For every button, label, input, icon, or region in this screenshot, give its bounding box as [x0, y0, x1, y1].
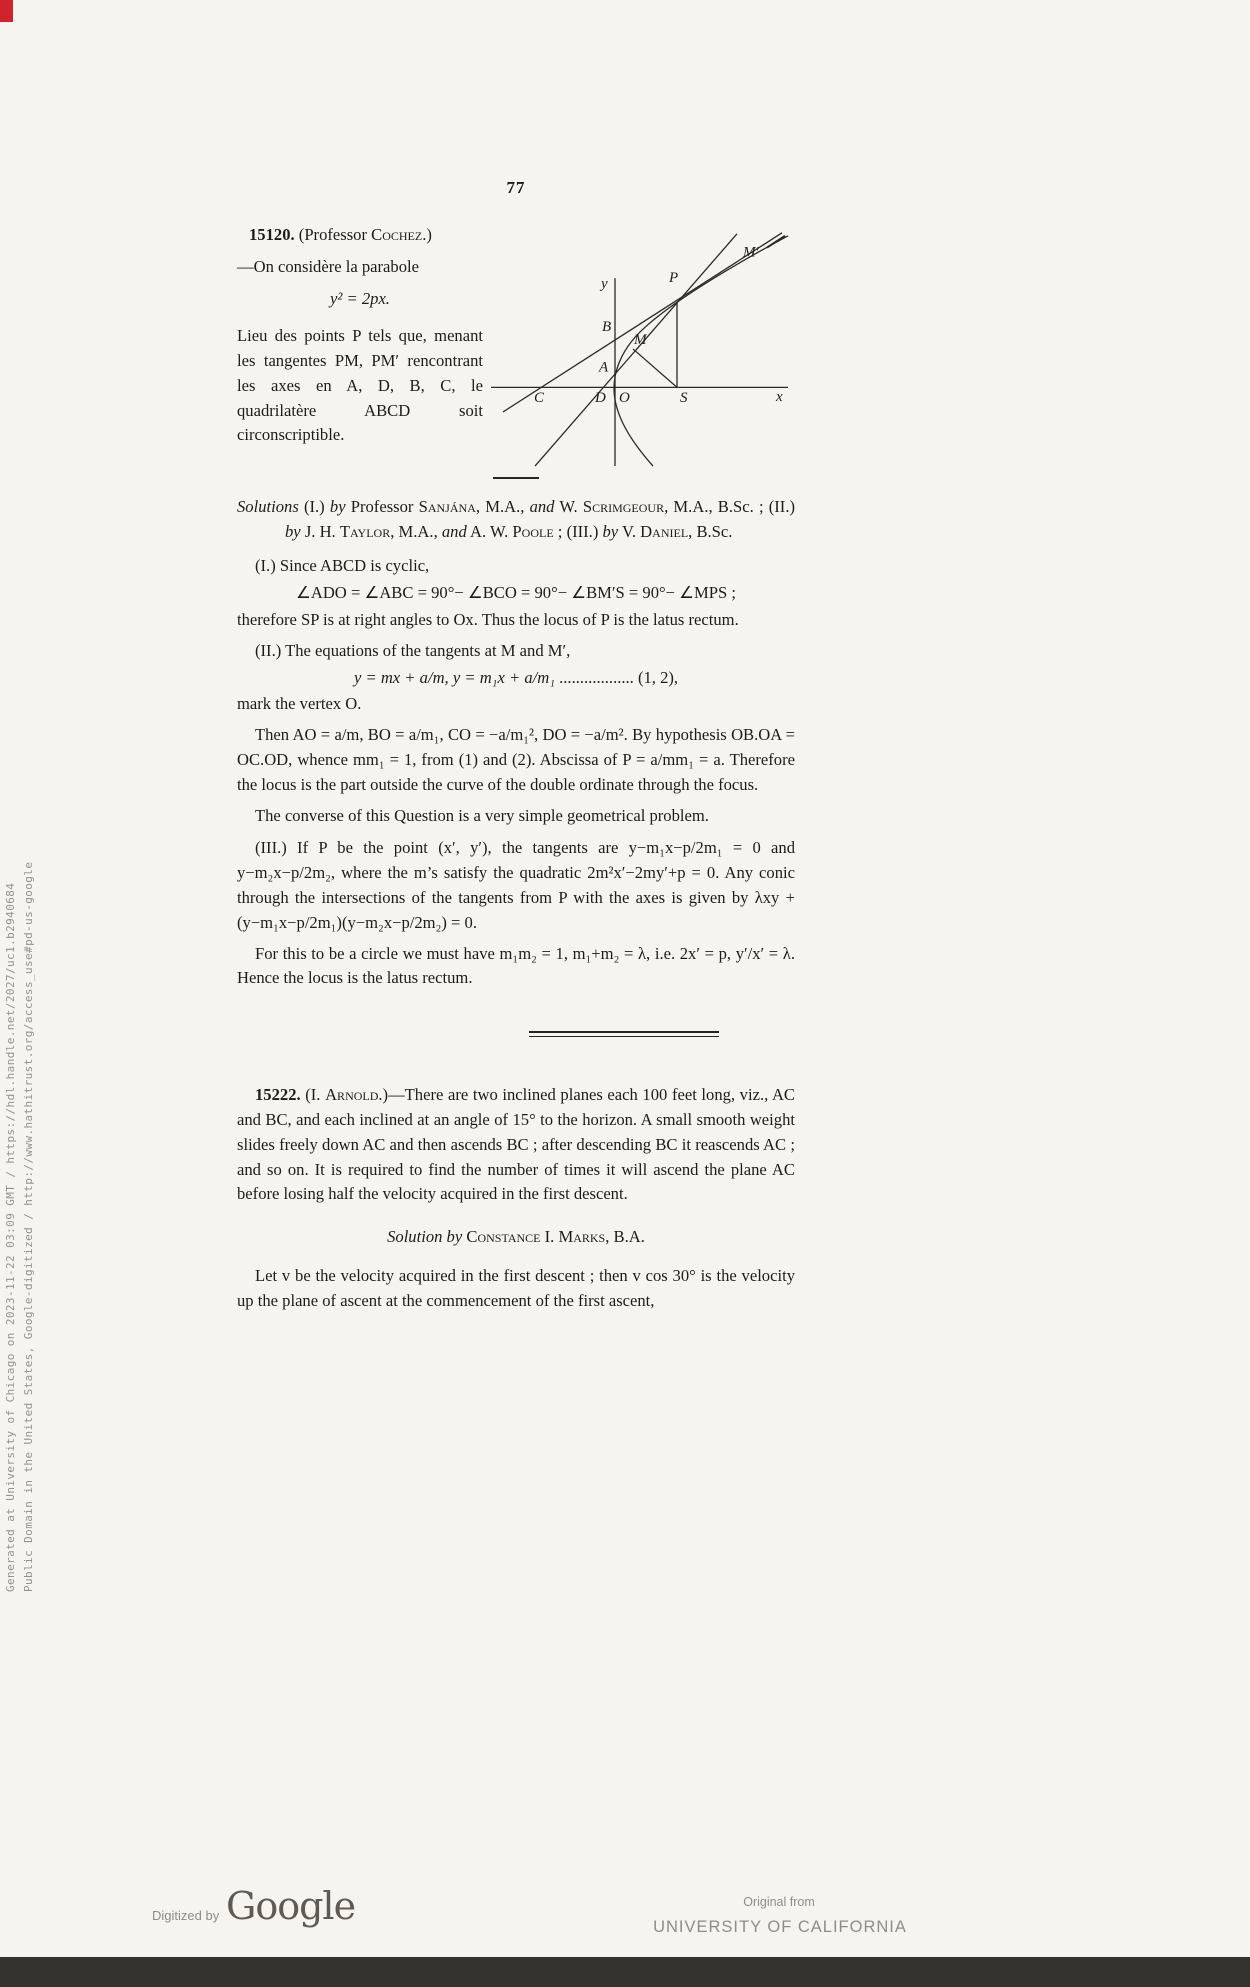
scan-red-mark [0, 0, 13, 22]
solution-attribution: Solution by Constance I. Marks, B.A. [387, 1227, 645, 1247]
proposer-name: Arnold [325, 1085, 379, 1105]
solver-name: Daniel [640, 521, 689, 541]
problem-15120-intro: —On considère la parabole [237, 256, 419, 276]
solution1-rest: therefore SP is at right angles to Ox. Thus the locus of P is the latus rectum. [237, 609, 739, 629]
solution2-body: Then AO = a/m, BO = a/m₁, CO = −a/m₁², DO = −a/m². By hypothesis OB.OA = OC.OD, whence mm₁ = 1, from (1) and (2). Abscissa of P = a/mm₁ = a. Therefore the locus is the part outside the curve of the double ordinate through the focus. [237, 725, 795, 794]
label-y-axis: y [601, 275, 608, 292]
solver-name: Sanjána [418, 496, 476, 516]
solution2-continuation: mark the vertex O. [237, 694, 362, 714]
page-content [237, 176, 795, 1316]
solver-name: Taylor [339, 521, 391, 541]
solutions-attribution: Solutions (I.) by Professor Sanjána, M.A., and W. Scrimgeour, M.A., B.Sc. ; (II.) by J. H. Taylor, M.A., and A. W. Poole ; (III.) by V. Daniel, B.Sc. [237, 496, 795, 541]
solution3-body: (III.) If P be the point (x′, y′), the tangents are y−m₁x−p/2m₁ = 0 and y−m₂x−p/2m₂, where the m’s satisfy the quadratic 2m²x′−2my′+p = 0. Any conic through the intersections of the tangents from P with the axes is given by λxy + (y−m₁x−p/2m₁)(y−m₂x−p/2m₂) = 0. [237, 838, 795, 932]
solver-name: Constance I. Marks [466, 1227, 606, 1247]
solver-name: Poole [512, 521, 554, 541]
solution2-note: The converse of this Question is a very simple geometrical problem. [255, 805, 709, 825]
label-x-axis: x [776, 388, 783, 405]
page-number: 77 [506, 178, 526, 197]
tangent-line-1 [503, 233, 782, 412]
problem-15222-statement: 15222. (I. Arnold.)—There are two inclined planes each 100 feet long, viz., AC and BC, and each inclined at an angle of 15° to the horizon. A small smooth weight slides freely down AC and then ascends BC ; after descending BC it reascends AC ; and so on. It is required to find the number of times it will ascend the plane AC before losing half the velocity acquired in the first descent. [237, 1085, 796, 1204]
problem-15120-text-column [237, 223, 483, 450]
solution1-equation: ∠ADO = ∠ABC = 90°− ∠BCO = 90°− ∠BM′S = 90°− ∠MPS ; [295, 583, 737, 603]
problem-15120-equation: y² = 2px. [330, 289, 390, 309]
label-point-A: A [599, 359, 609, 376]
label-point-D: D [595, 389, 606, 406]
institution-label: UNIVERSITY OF CALIFORNIA [653, 1918, 907, 1936]
parabola-curve [614, 236, 788, 466]
label-point-P: P [669, 269, 679, 286]
tangent-line-2 [535, 234, 737, 466]
pen-retrace-mark [767, 236, 785, 248]
gutter-public-domain-line: Public Domain in the United States, Google-digitized / http://www.hathitrust.org/access_use#pd-us-google [22, 861, 35, 1592]
problem-number: 15120. [249, 224, 295, 244]
label-point-O: O [619, 389, 630, 406]
google-logo: Google [226, 1884, 356, 1928]
section-divider [529, 1031, 719, 1037]
problem-number: 15222. [255, 1085, 301, 1105]
solver-name: Scrimgeour [582, 496, 665, 516]
label-point-C: C [534, 389, 545, 406]
label-point-M: M [634, 331, 647, 348]
problem-15120-row [237, 223, 795, 469]
problem-15120-statement: Lieu des points P tels que, menant les tangentes PM, PM′ rencontrant les axes en A, D, B, C, le quadrilatère ABCD soit circonscriptible. [237, 326, 483, 445]
proposer-name: Cochez [371, 224, 423, 244]
solution2-lead: (II.) The equations of the tangents at M and M′, [255, 640, 571, 660]
digitized-by-label: Digitized by [152, 1908, 220, 1923]
parabola-diagram [485, 223, 795, 469]
label-point-S: S [680, 389, 688, 406]
solution2-equation: y = mx + a/m, y = m₁x + a/m₁ .................. (1, 2), [353, 667, 679, 687]
original-from-label: Original from [743, 1895, 815, 1909]
problem-15120-heading: 15120. (Professor Cochez.) [249, 224, 432, 244]
scan-bottom-edge [0, 1957, 1250, 1987]
label-point-B: B [602, 319, 612, 336]
problem-15120 [237, 223, 795, 991]
solution3-end: For this to be a circle we must have m₁m₂ = 1, m₁+m₂ = λ, i.e. 2x′ = p, y′/x′ = λ. Hence the locus is the latus rectum. [237, 943, 795, 988]
label-point-M-prime: M′ [743, 244, 759, 261]
solution-body: Let v be the velocity acquired in the first descent ; then v cos 30° is the velocity up the plane of ascent at the commencement of the first ascent, [237, 1265, 795, 1310]
solution1-lead: (I.) Since ABCD is cyclic, [255, 556, 430, 576]
problem-15222 [237, 1083, 795, 1313]
parabola-figure [485, 223, 795, 469]
segment-MS [633, 349, 677, 387]
problem-divider-rule [493, 477, 539, 479]
gutter-generated-line: Generated at University of Chicago on 2023-11-22 03:09 GMT / https://hdl.handle.net/2027/uc1.b2940684 [4, 882, 17, 1592]
